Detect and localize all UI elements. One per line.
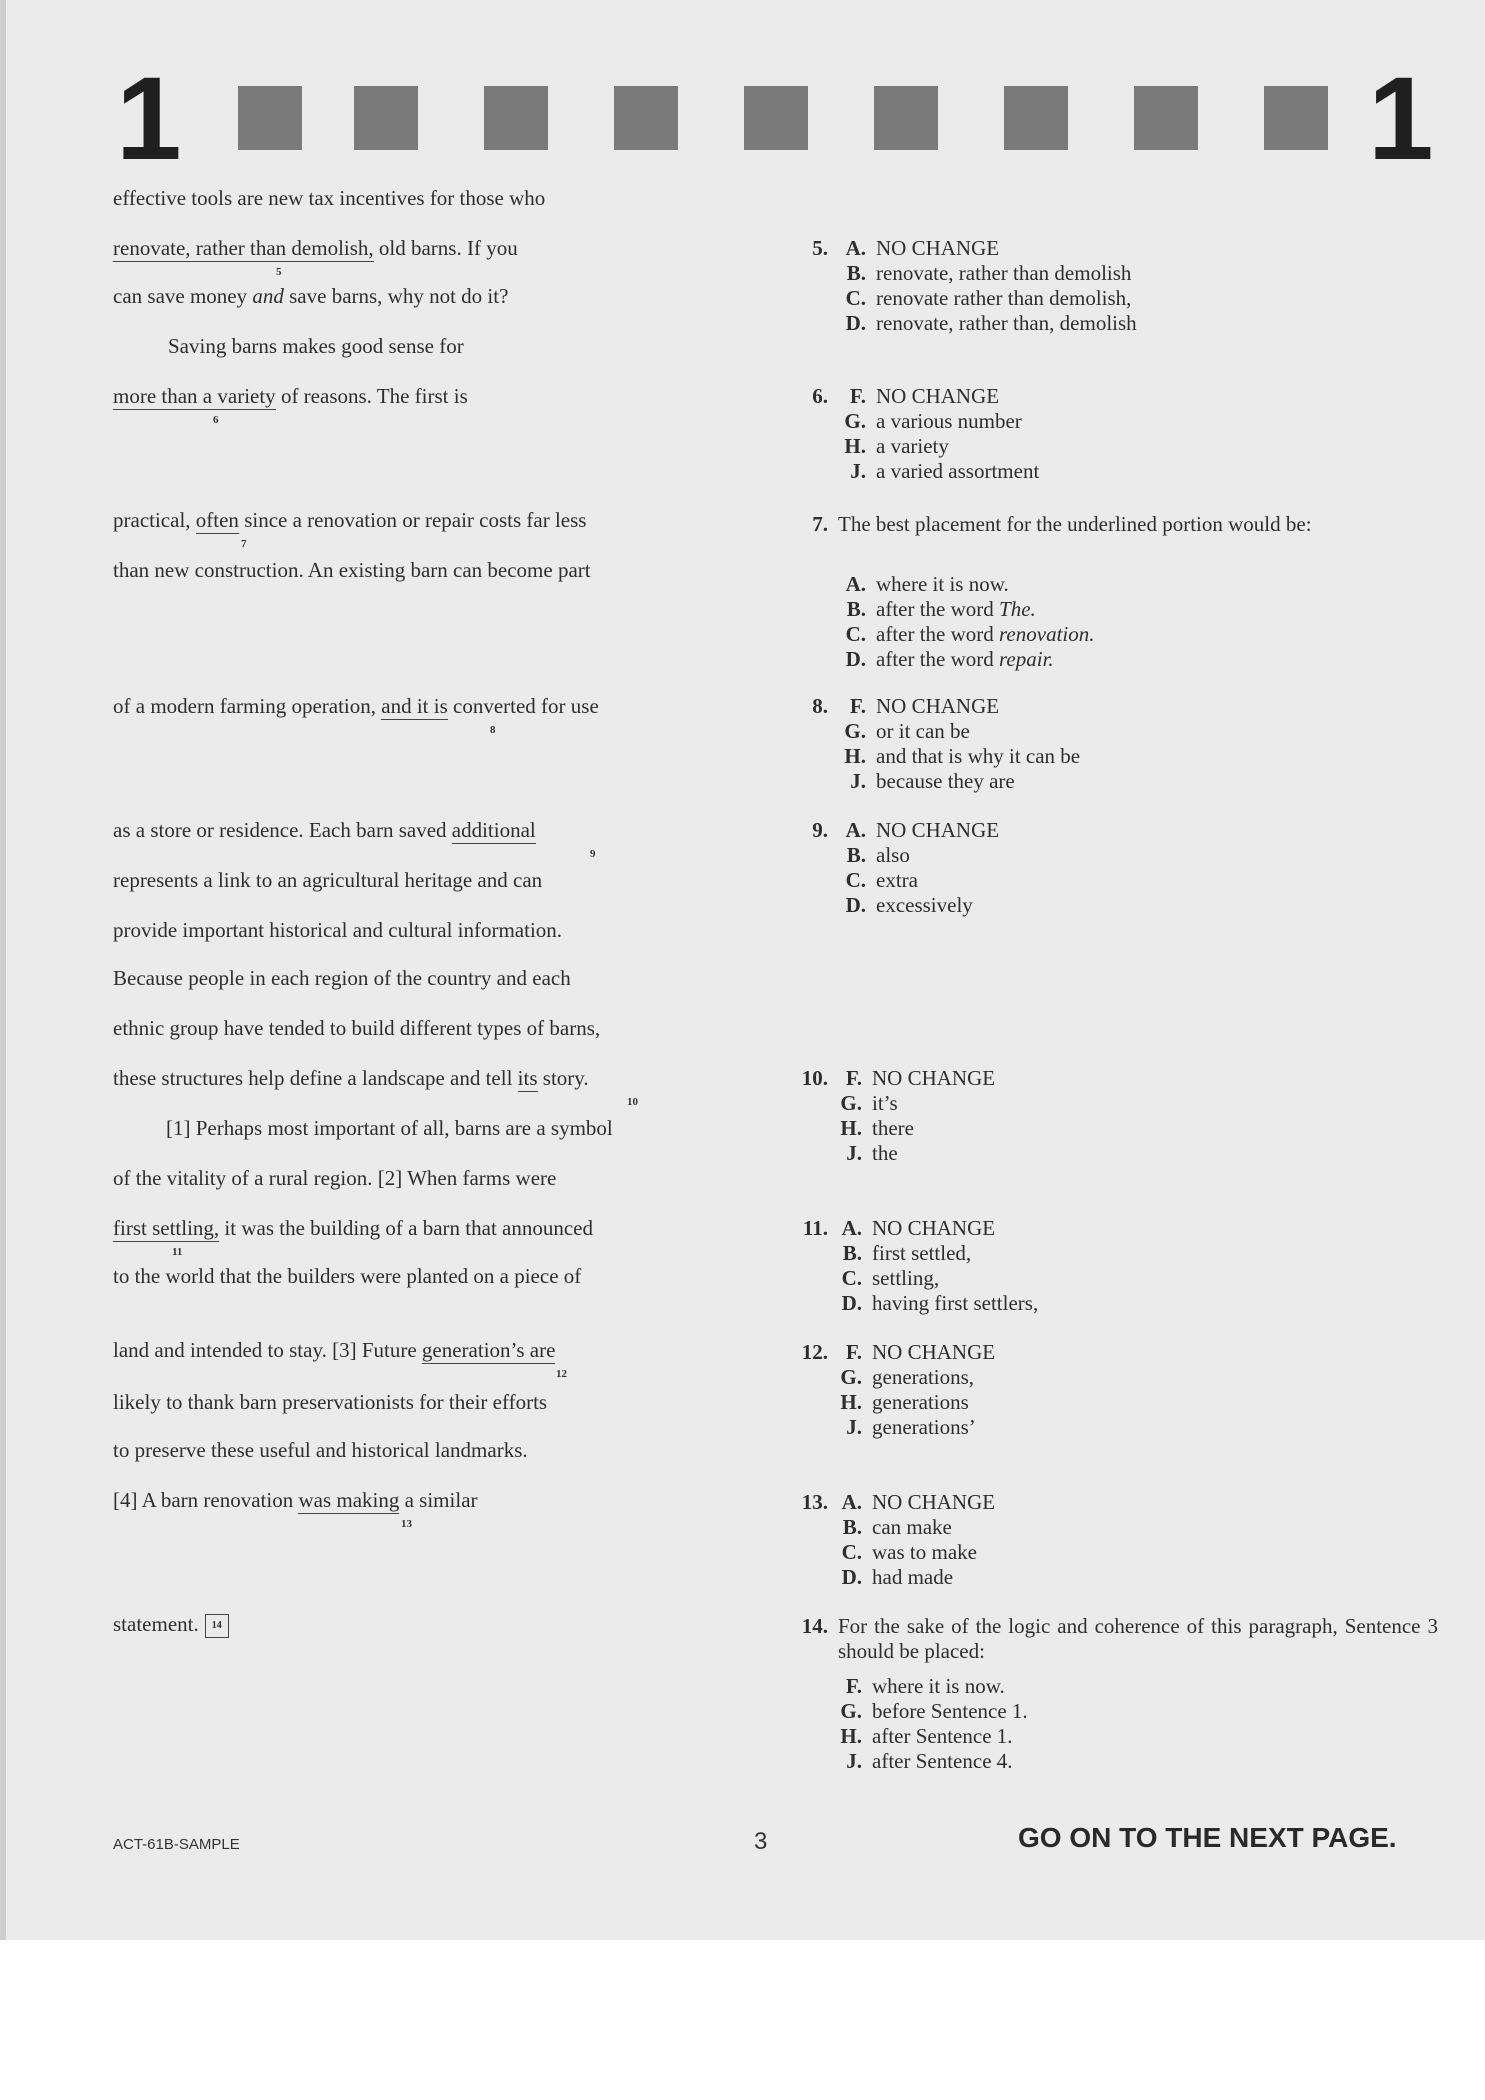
- option-12g[interactable]: G. generations,: [840, 1365, 975, 1389]
- section-number-left: 1: [116, 53, 182, 185]
- passage-line: effective tools are new tax incentives for those who: [113, 186, 546, 210]
- option-11c[interactable]: C. settling,: [841, 1266, 940, 1290]
- marker-13: 13: [401, 1518, 412, 1530]
- option-6f[interactable]: F. NO CHANGE: [849, 384, 1000, 408]
- option-5a[interactable]: A. NO CHANGE: [845, 236, 1000, 260]
- section-number-right: 1: [1368, 53, 1434, 185]
- option-7c[interactable]: C. after the word renovation.: [845, 622, 1095, 646]
- header-square: [484, 86, 548, 150]
- passage-line: first settling, it was the building of a barn that announced: [113, 1216, 593, 1240]
- header-square: [744, 86, 808, 150]
- option-13d[interactable]: D. had made: [841, 1565, 954, 1589]
- option-6j[interactable]: J. a varied assortment: [850, 459, 1040, 483]
- option-9b[interactable]: B. also: [846, 843, 910, 867]
- option-14h[interactable]: H. after Sentence 1.: [840, 1724, 1013, 1748]
- option-6g[interactable]: G. a various number: [844, 409, 1022, 433]
- option-13a[interactable]: A. NO CHANGE: [841, 1490, 996, 1514]
- option-14j[interactable]: J. after Sentence 4.: [846, 1749, 1013, 1773]
- header-square: [238, 86, 302, 150]
- passage-line: [1] Perhaps most important of all, barns are a symbol: [166, 1116, 613, 1140]
- underlined-portion-7: often: [195, 508, 239, 532]
- option-10h[interactable]: H. there: [840, 1116, 914, 1140]
- option-13b[interactable]: B. can make: [842, 1515, 952, 1539]
- passage-line: to the world that the builders were planted on a piece of: [113, 1264, 582, 1288]
- underlined-portion-6: more than a variety: [113, 384, 276, 408]
- passage-line: of a modern farming operation, and it is converted for use: [113, 694, 599, 718]
- passage-line: likely to thank barn preservationists for their efforts: [113, 1390, 548, 1414]
- passage-line: renovate, rather than demolish, old barns. If you: [113, 236, 518, 260]
- underlined-portion-10: its: [517, 1066, 538, 1090]
- option-11d[interactable]: D. having first settlers,: [841, 1291, 1039, 1315]
- passage-line: practical, often since a renovation or repair costs far less: [113, 508, 587, 532]
- option-14g[interactable]: G. before Sentence 1.: [840, 1699, 1028, 1723]
- marker-12: 12: [556, 1368, 567, 1380]
- marker-11: 11: [172, 1246, 183, 1258]
- marker-8: 8: [490, 724, 496, 736]
- header-square: [614, 86, 678, 150]
- passage-line: [4] A barn renovation was making a similar: [113, 1488, 478, 1512]
- passage-line: provide important historical and cultural information.: [113, 918, 563, 942]
- form-code: ACT-61B-SAMPLE: [113, 1836, 240, 1853]
- header-square: [1134, 86, 1198, 150]
- passage-line: of the vitality of a rural region. [2] When farms were: [113, 1166, 557, 1190]
- passage-line: can save money and save barns, why not do it?: [113, 284, 509, 308]
- marker-7: 7: [241, 538, 247, 550]
- underlined-portion-13: was making: [298, 1488, 400, 1512]
- test-page: 1 1 effective tools are new tax incentives for those who renovate, rather than demolish, old barns. If you 5 can save money and save barns, why not do it? Saving barns makes good sense for more than a variety of reasons. The first is 6 practical, often since a renovation or repair costs far less 7 than new construction. An existing barn can become part of a modern farming operation, and it is converted for use 8 as a store or residence. Each barn saved additional 9 represents a link to an agricultural heritage and can provide important historical and cultural information. Because people in each region of the country and each ethnic group have tended to build different types of barns, these structures help define a landscape and tell its story. 10 [1] Perhaps most important of all, barns are a symbol of the vitality of a rural region. [2] When farms were first settling, it was the building of a barn that announced 11 to the world that the builders were planted on a piece of land and intended to stay. [3] Future generation’s are 12 likely to thank barn preservationists for their efforts to preserve these useful and historical landmarks. [4] A barn renovation was making a similar 13 statement. 14 5. A. NO CHANGE B. renovate, rather than demolish C. renovate rather than demolish, D. renovate, rather than, demolish 6. F. NO CHANGE G. a various number H. a variety J. a varied assortment 7. The best placement for the underlined portion would be: A. where it is now. B. after the word The. C. after the word renovation. D. after the word repair. 8. F. NO CHANGE G. or it can be H. and that is why it can be J. because they are 9. A. NO CHANGE B. also C. extra D. excessively 10. F. NO CHANGE G. it’s H. there J. the 11. A. NO CHANGE B. first settled, C. settling, D. having first settlers, 12. F. NO CHANGE G. generations, H. generations J. generations’ 13. A. NO CHANGE B. can make C. was to make D. had made 14. For the sake of the logic and coherence of this paragraph, Sentence 3 should be placed: F. where it is now. G. before Sentence 1. H. after Sentence 1. J. after Sentence 4. ACT-61B-SAMPLE 3 GO ON TO THE NEXT PAGE.: [0, 0, 1485, 1940]
- option-5c[interactable]: C. renovate rather than demolish,: [845, 286, 1132, 310]
- go-on-instruction: GO ON TO THE NEXT PAGE.: [1018, 1822, 1397, 1853]
- option-11b[interactable]: B. first settled,: [842, 1241, 972, 1265]
- underlined-portion-11: first settling,: [113, 1216, 220, 1240]
- question-box-14: 14: [205, 1614, 229, 1638]
- header-square: [874, 86, 938, 150]
- passage-line: ethnic group have tended to build different types of barns,: [113, 1016, 601, 1040]
- header-square: [1264, 86, 1328, 150]
- option-8g[interactable]: G. or it can be: [844, 719, 970, 743]
- passage-line: to preserve these useful and historical landmarks.: [113, 1438, 528, 1462]
- page-number: 3: [754, 1828, 768, 1855]
- option-14f[interactable]: F. where it is now.: [845, 1674, 1005, 1698]
- passage-line: than new construction. An existing barn can become part: [113, 558, 591, 582]
- option-9a[interactable]: A. NO CHANGE: [845, 818, 1000, 842]
- underlined-portion-8: and it is: [381, 694, 448, 718]
- passage-line: as a store or residence. Each barn saved additional: [113, 818, 536, 842]
- option-8h[interactable]: H. and that is why it can be: [844, 744, 1081, 768]
- option-6h[interactable]: H. a variety: [844, 434, 949, 458]
- option-12j[interactable]: J. generations’: [846, 1415, 976, 1439]
- marker-6: 6: [213, 414, 219, 426]
- marker-10: 10: [627, 1096, 638, 1108]
- underlined-portion-12: generation’s are: [421, 1338, 556, 1362]
- header-square: [354, 86, 418, 150]
- underlined-portion-9: additional: [451, 818, 536, 842]
- option-5b[interactable]: B. renovate, rather than demolish: [846, 261, 1132, 285]
- header-square: [1004, 86, 1068, 150]
- option-9c[interactable]: C. extra: [845, 868, 918, 892]
- underlined-portion-5: renovate, rather than demolish,: [113, 236, 374, 260]
- option-8f[interactable]: F. NO CHANGE: [849, 694, 1000, 718]
- option-10g[interactable]: G. it’s: [840, 1091, 898, 1115]
- option-11a[interactable]: A. NO CHANGE: [841, 1216, 996, 1240]
- passage-line: Saving barns makes good sense for: [168, 334, 464, 358]
- passage-line: statement. 14: [113, 1612, 229, 1638]
- option-8j[interactable]: J. because they are: [850, 769, 1015, 793]
- option-7b[interactable]: B. after the word The.: [846, 597, 1036, 621]
- marker-9: 9: [590, 848, 596, 860]
- passage-line: more than a variety of reasons. The first is: [113, 384, 468, 408]
- option-12h[interactable]: H. generations: [840, 1390, 969, 1414]
- marker-5: 5: [276, 266, 282, 278]
- option-7a[interactable]: A. where it is now.: [845, 572, 1009, 596]
- option-9d[interactable]: D. excessively: [845, 893, 973, 917]
- option-7d[interactable]: D. after the word repair.: [845, 647, 1054, 671]
- passage-line: land and intended to stay. [3] Future generation’s are: [113, 1338, 556, 1362]
- passage-line: these structures help define a landscape and tell its story.: [113, 1066, 589, 1090]
- option-10j[interactable]: J. the: [846, 1141, 898, 1165]
- option-5d[interactable]: D. renovate, rather than, demolish: [845, 311, 1137, 335]
- passage-line: represents a link to an agricultural heritage and can: [113, 868, 543, 892]
- passage-line: Because people in each region of the country and each: [113, 966, 571, 990]
- question-14-stem: For the sake of the logic and coherence of this paragraph, Sentence 3 should be placed:: [838, 1614, 1438, 1663]
- question-7-stem: The best placement for the underlined portion would be:: [838, 512, 1312, 536]
- option-10f[interactable]: F. NO CHANGE: [845, 1066, 996, 1090]
- option-12f[interactable]: F. NO CHANGE: [845, 1340, 996, 1364]
- option-13c[interactable]: C. was to make: [841, 1540, 977, 1564]
